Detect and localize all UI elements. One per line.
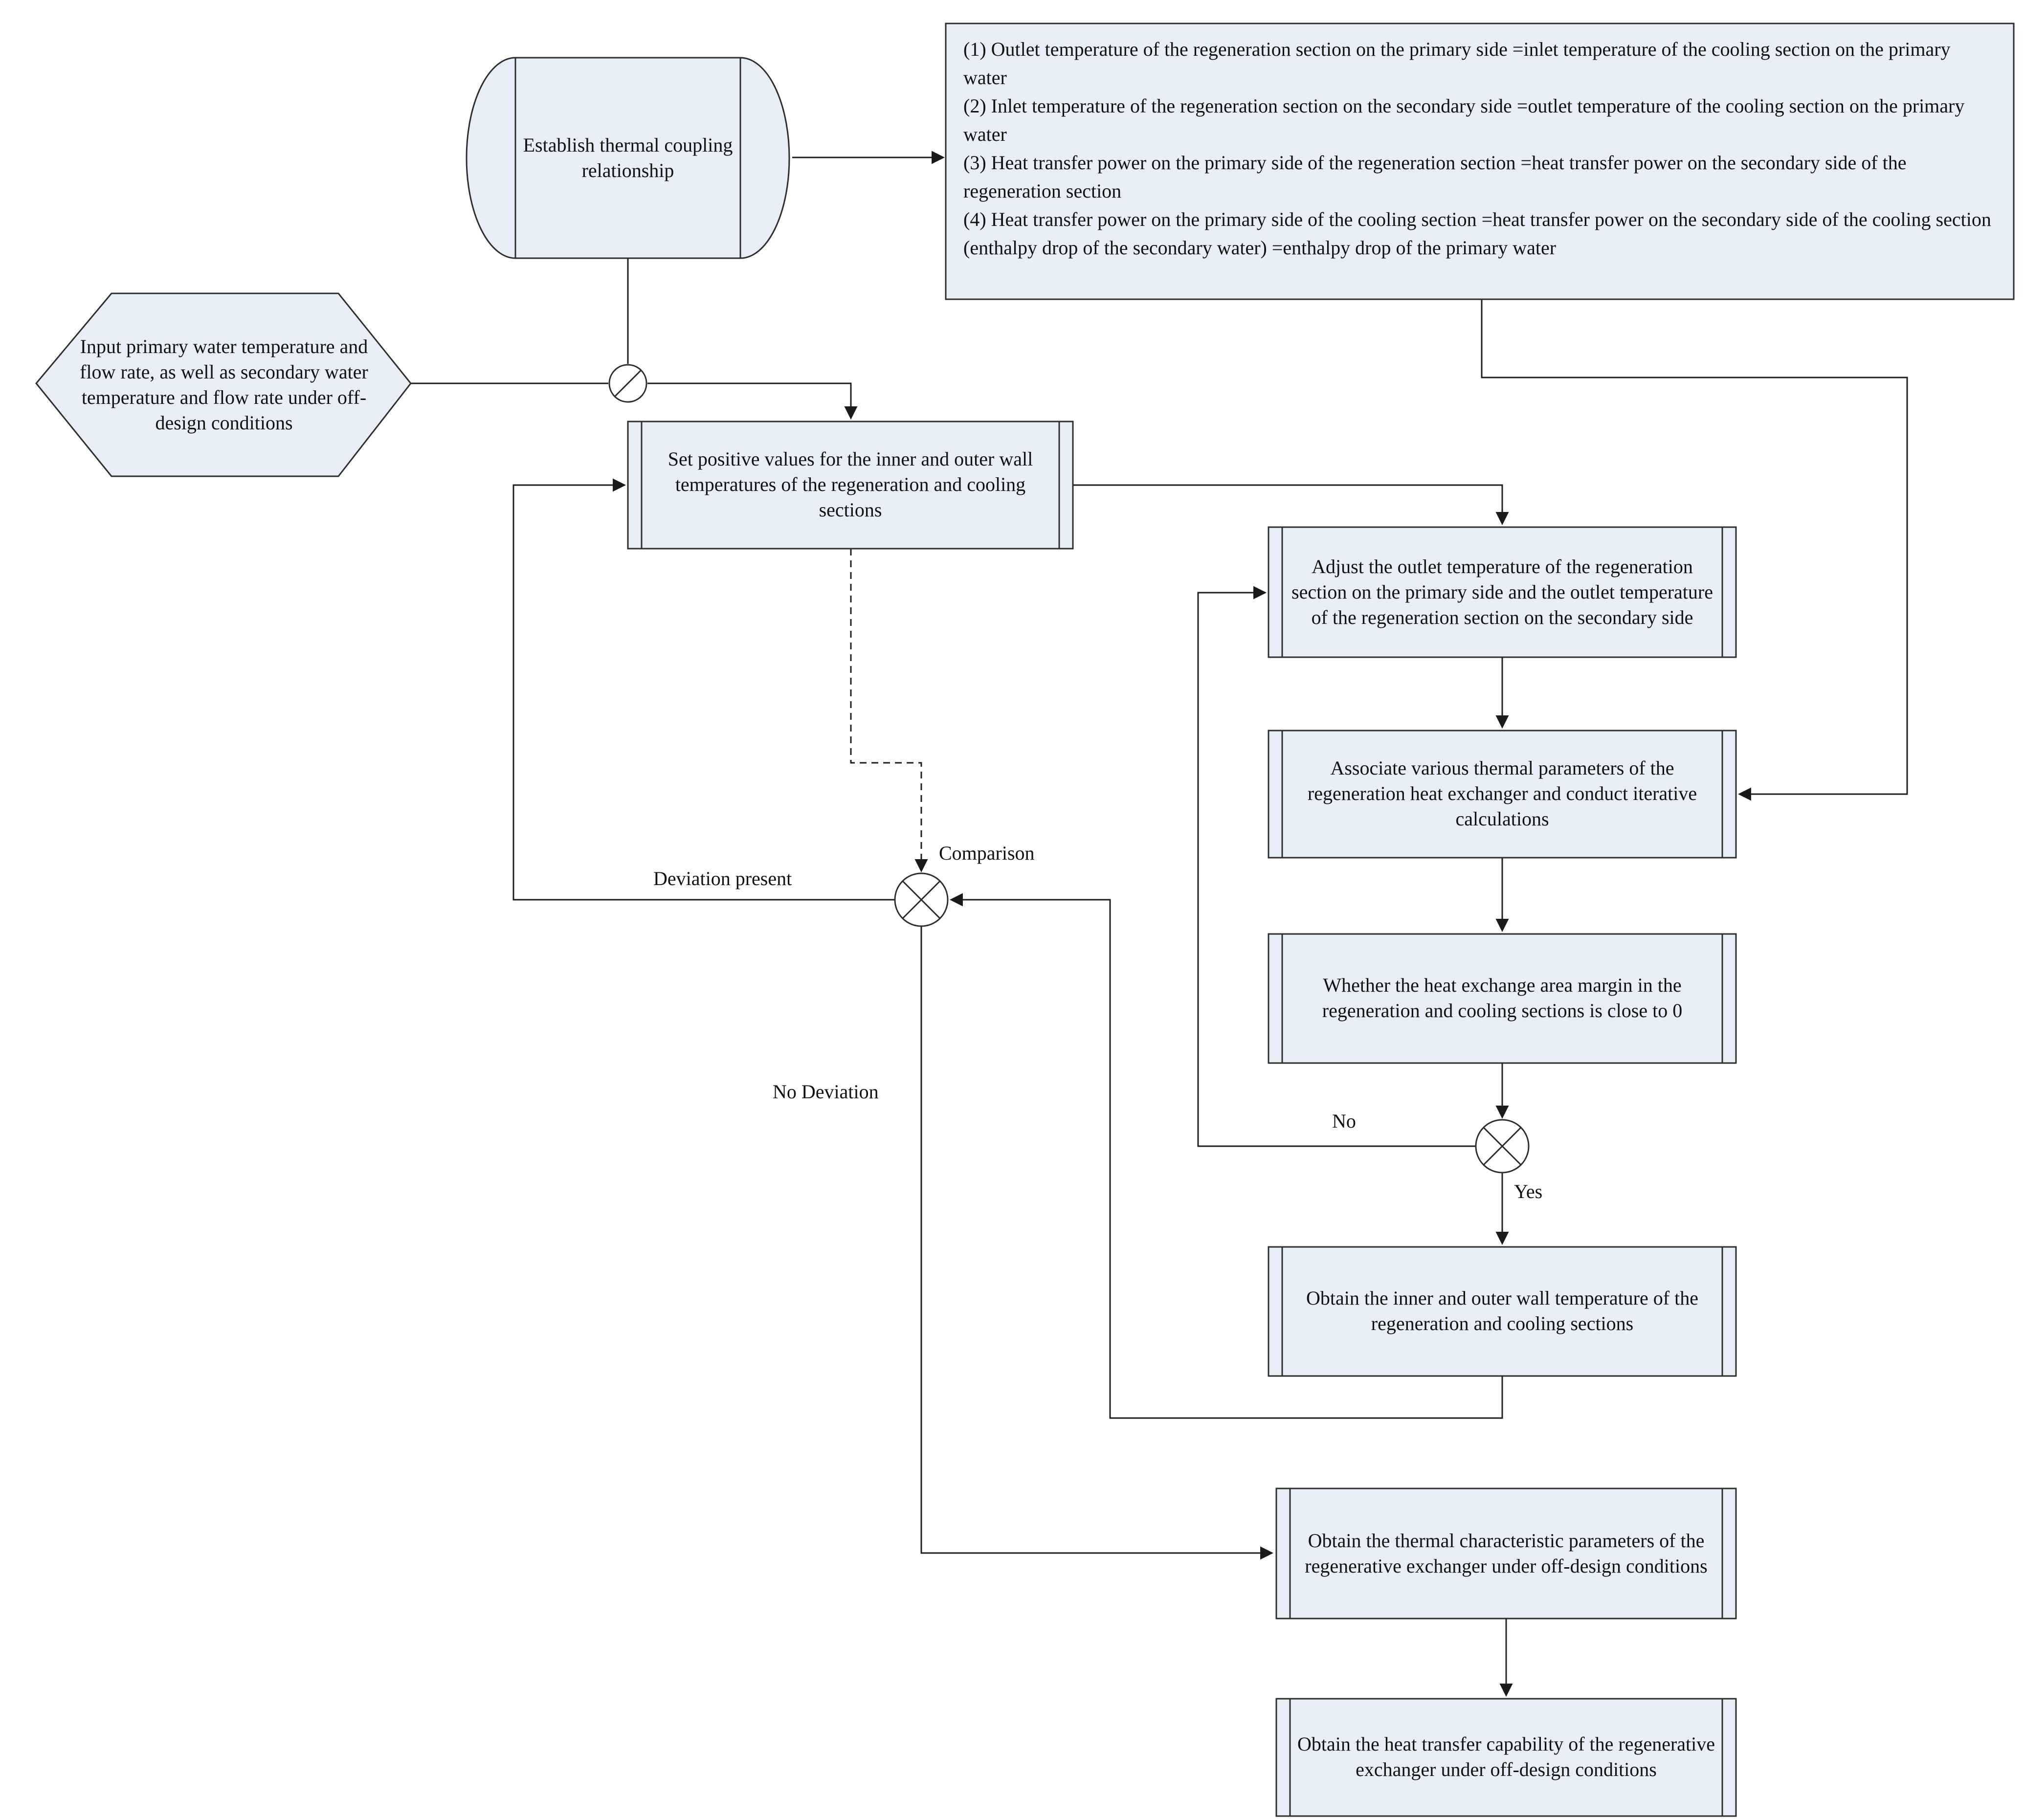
obtain-params-node-label: Obtain the thermal characteristic parameters of the regenerative exchanger under off-design conditions: [1305, 1530, 1708, 1577]
connector-junction-to-setvalues: [647, 383, 851, 418]
no-deviation-label: No Deviation: [773, 1082, 879, 1103]
margin-decision-circle: [1476, 1120, 1529, 1173]
connector-comparison-nodeviation-to-obtainparams: [921, 926, 1271, 1553]
conditions-box-text: [946, 23, 2014, 299]
establish-node-label: Establish thermal coupling relationship: [523, 135, 733, 182]
comparison-circle: [895, 873, 948, 926]
margin-check-node-label: Whether the heat exchange area margin in the regeneration and cooling sections is close to 0: [1322, 975, 1683, 1022]
input-hexagon-label: Input primary water temperature and flow rate, as well as secondary water temperature and flow rate under off-design conditions: [80, 336, 368, 434]
condition-item-2: (2) Inlet temperature of the regeneration section on the secondary side =outlet temperature of the cooling section on the primary water: [963, 96, 1965, 146]
set-values-node-label: Set positive values for the inner and outer wall temperatures of the regeneration and cooling sections: [668, 449, 1033, 521]
connector-setvalues-to-adjust: [1073, 485, 1502, 523]
connector-setvalues-to-comparison-dashed: [851, 549, 921, 870]
obtain-capability-node-label: Obtain the heat transfer capability of the regenerative exchanger under off-design conditions: [1297, 1734, 1715, 1781]
deviation-present-label: Deviation present: [653, 868, 792, 890]
condition-item-3: (3) Heat transfer power on the primary side of the regeneration section =heat transfer power on the secondary side of the regeneration section: [963, 153, 1907, 202]
condition-item-4: (4) Heat transfer power on the primary side of the cooling section =heat transfer power on the secondary side of the cooling section (enthalpy drop of the secondary water) =enthalpy drop of the primary water: [963, 209, 1991, 259]
no-label: No: [1332, 1111, 1356, 1132]
obtain-wall-node-label: Obtain the inner and outer wall temperature of the regeneration and cooling sections: [1306, 1288, 1698, 1335]
adjust-node-label: Adjust the outlet temperature of the regeneration section on the primary side and the outlet temperature of the regeneration section on the secondary side: [1291, 556, 1713, 628]
yes-label: Yes: [1514, 1181, 1543, 1203]
junction-circle: [609, 365, 646, 402]
comparison-label: Comparison: [939, 843, 1035, 865]
associate-node-label: Associate various thermal parameters of the regeneration heat exchanger and conduct iterative calculations: [1307, 758, 1697, 830]
condition-item-1: (1) Outlet temperature of the regeneration section on the primary side =inlet temperature of the cooling section on the primary water: [963, 39, 1951, 89]
